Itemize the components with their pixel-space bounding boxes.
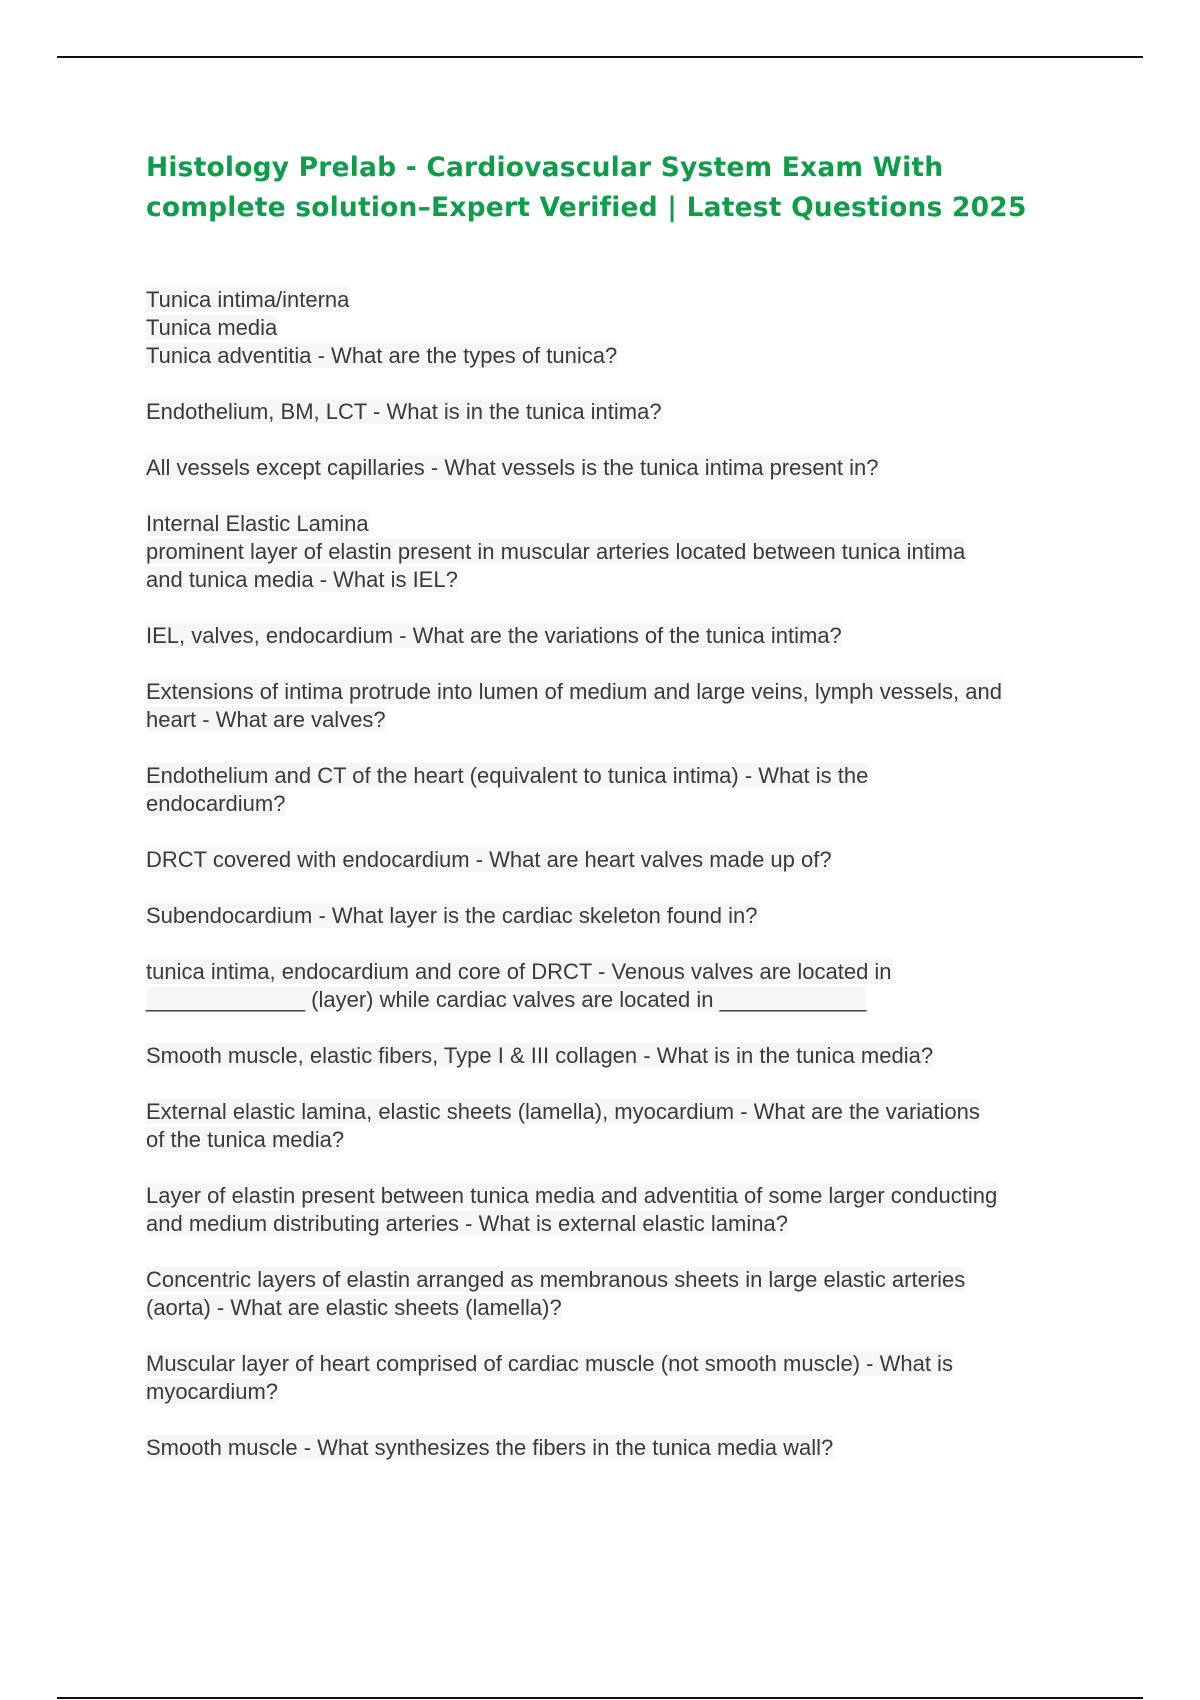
qa-item-text: tunica intima, endocardium and core of DRCT - Venous valves are located in	[146, 959, 892, 984]
qa-item-text: Tunica media	[146, 315, 278, 340]
qa-item-line	[146, 398, 1106, 426]
qa-item	[146, 510, 1106, 594]
qa-item-line	[146, 790, 1106, 818]
qa-item-text: Subendocardium - What layer is the cardiac skeleton found in?	[146, 903, 758, 928]
qa-item-line	[146, 1294, 1106, 1322]
qa-item-text: Smooth muscle, elastic fibers, Type I & III collagen - What is in the tunica media?	[146, 1043, 934, 1068]
qa-item	[146, 286, 1106, 370]
qa-item-text: Muscular layer of heart comprised of cardiac muscle (not smooth muscle) - What is	[146, 1351, 953, 1376]
qa-item-text: Concentric layers of elastin arranged as membranous sheets in large elastic arteries	[146, 1267, 966, 1292]
qa-item-line	[146, 706, 1106, 734]
qa-item	[146, 398, 1106, 426]
qa-item	[146, 846, 1106, 874]
qa-item-text: Endothelium, BM, LCT - What is in the tunica intima?	[146, 399, 662, 424]
qa-item-line	[146, 1210, 1106, 1238]
qa-item-line	[146, 622, 1106, 650]
qa-item	[146, 958, 1106, 1014]
qa-item-line	[146, 342, 1106, 370]
qa-item-text: External elastic lamina, elastic sheets (lamella), myocardium - What are the variations	[146, 1099, 980, 1124]
qa-item	[146, 622, 1106, 650]
qa-item-line	[146, 902, 1106, 930]
qa-item-text: Tunica intima/interna	[146, 287, 350, 312]
qa-item-text: DRCT covered with endocardium - What are heart valves made up of?	[146, 847, 832, 872]
qa-item-line	[146, 538, 1106, 566]
qa-list	[146, 286, 1106, 1462]
qa-item	[146, 1042, 1106, 1070]
qa-item-text: Smooth muscle - What synthesizes the fibers in the tunica media wall?	[146, 1435, 834, 1460]
qa-item	[146, 1266, 1106, 1322]
qa-item-text: of the tunica media?	[146, 1127, 345, 1152]
qa-item-line	[146, 762, 1106, 790]
qa-item-line	[146, 286, 1106, 314]
qa-item	[146, 902, 1106, 930]
qa-item	[146, 1182, 1106, 1238]
qa-item-text: prominent layer of elastin present in muscular arteries located between tunica intima	[146, 539, 966, 564]
qa-item-line	[146, 846, 1106, 874]
qa-item-text: heart - What are valves?	[146, 707, 386, 732]
qa-item-line	[146, 1042, 1106, 1070]
document-title	[146, 148, 1106, 228]
qa-item-text: Layer of elastin present between tunica media and adventitia of some larger conducting	[146, 1183, 998, 1208]
qa-item-line	[146, 1126, 1106, 1154]
qa-item-line	[146, 454, 1106, 482]
qa-item-text: and medium distributing arteries - What is external elastic lamina?	[146, 1211, 788, 1236]
qa-item-text: Internal Elastic Lamina	[146, 511, 369, 536]
qa-item-text: (aorta) - What are elastic sheets (lamella)?	[146, 1295, 562, 1320]
document-content	[146, 148, 1106, 1490]
qa-item-text: All vessels except capillaries - What vessels is the tunica intima present in?	[146, 455, 879, 480]
qa-item	[146, 1098, 1106, 1154]
document-title-line-2: complete solution–Expert Verified | Latest Questions 2025	[146, 192, 1027, 223]
qa-item-line	[146, 678, 1106, 706]
qa-item-line	[146, 1098, 1106, 1126]
qa-item-line	[146, 958, 1106, 986]
qa-item-text: and tunica media - What is IEL?	[146, 567, 458, 592]
qa-item-text: _____________ (layer) while cardiac valves are located in ____________	[146, 987, 867, 1012]
qa-item-line	[146, 1266, 1106, 1294]
qa-item-text: Endothelium and CT of the heart (equivalent to tunica intima) - What is the	[146, 763, 869, 788]
qa-item	[146, 678, 1106, 734]
qa-item-line	[146, 1434, 1106, 1462]
qa-item	[146, 1350, 1106, 1406]
top-rule	[57, 56, 1143, 58]
qa-item-text: Extensions of intima protrude into lumen of medium and large veins, lymph vessels, and	[146, 679, 1002, 704]
document-title-line-1: Histology Prelab - Cardiovascular System Exam With	[146, 152, 944, 183]
qa-item-line	[146, 314, 1106, 342]
qa-item-text: endocardium?	[146, 791, 286, 816]
qa-item-line	[146, 1378, 1106, 1406]
qa-item-line	[146, 566, 1106, 594]
qa-item-line	[146, 1182, 1106, 1210]
qa-item-text: IEL, valves, endocardium - What are the variations of the tunica intima?	[146, 623, 842, 648]
qa-item-line	[146, 510, 1106, 538]
qa-item	[146, 762, 1106, 818]
qa-item	[146, 1434, 1106, 1462]
bottom-rule	[57, 1697, 1143, 1699]
qa-item-line	[146, 986, 1106, 1014]
qa-item-text: myocardium?	[146, 1379, 279, 1404]
qa-item-text: Tunica adventitia - What are the types of tunica?	[146, 343, 618, 368]
qa-item	[146, 454, 1106, 482]
qa-item-line	[146, 1350, 1106, 1378]
